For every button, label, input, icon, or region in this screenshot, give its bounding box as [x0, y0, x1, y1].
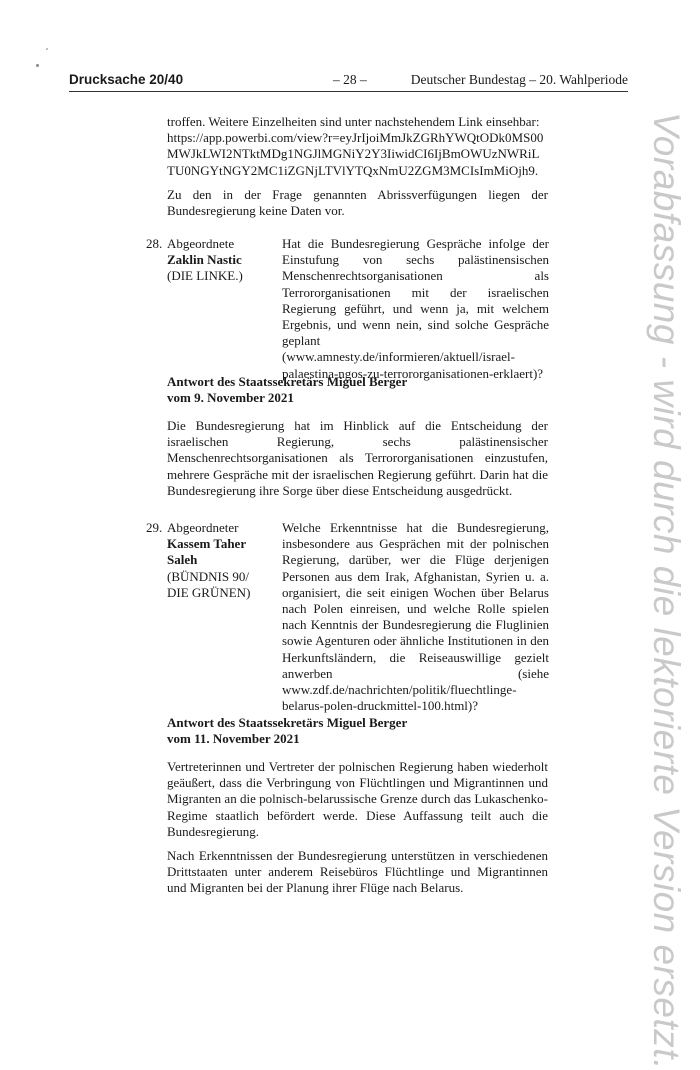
- author-name: Kassem Taher Saleh: [167, 536, 246, 568]
- author-name: Zaklin Nastic: [167, 252, 242, 268]
- answer-heading: [167, 374, 547, 406]
- answer-heading-title: Antwort des Staatssekretärs Miguel Berger: [167, 715, 408, 730]
- answer-heading-title: Antwort des Staatssekretärs Miguel Berger: [167, 374, 408, 389]
- author-party: (DIE LINKE.): [167, 268, 243, 284]
- answer-text: Vertreterinnen und Vertreter der polnischen Regierung haben wiederholt geäußert, dass die Verbringung von Flüchtlingen und Migrantinnen und Migranten an die polnisch-belarussische Grenze durch das Lukaschenko-Regime staatlich befördert werde. Diese Auffassung teilt auch die Bundesregierung.: [167, 759, 548, 839]
- link-line-1[interactable]: https://app.powerbi.com/view?r=eyJrIjoiMmJkZGRhYWQtODk0MS00: [167, 130, 544, 146]
- link-line-2[interactable]: MWJkLWI2NTktMDg1NGJlMGNiY2Y3IiwidCI6IjBmOWUzNWRiL: [167, 146, 540, 162]
- intro-paragraph: Zu den in der Frage genannten Abrissverfügungen liegen der Bundesregierung keine Daten vor.: [167, 186, 548, 219]
- author-role: Abgeordnete: [167, 236, 235, 251]
- answer-heading: [167, 715, 547, 747]
- page-header: [69, 70, 628, 92]
- answer-block: [167, 759, 548, 897]
- question-text: Welche Erkenntnisse hat die Bundesregierung, insbesondere aus Gesprächen mit der polnischen Regierung, darüber, wer die Flüge derjenigen Personen aus dem Irak, Afghanistan, Syrien u. a. organisiert, die seit einigen Wochen über Belarus nach Polen einreisen, und welche Rolle spielen nach Kenntnis der Bundesregierung die Fluglinien sowie Agenturen oder ähnliche Institutionen in den Herkunftsländern, die Reiseauswillige gezielt anwerben (siehe www.zdf.de/nachrichten/politik/fluechtlinge-belarus-polen-druckmittel-100.html)?: [282, 520, 549, 714]
- publisher: Deutscher Bundestag – 20. Wahlperiode: [410, 72, 628, 87]
- page-number: – 28 –: [333, 72, 367, 87]
- answer-heading-date: vom 9. November 2021: [167, 390, 294, 406]
- author-role: Abgeordneter: [167, 520, 239, 535]
- answer-text: Nach Erkenntnissen der Bundesregierung unterstützen in verschiedenen Drittstaaten unter anderem Reisebüros Flüchtlinge und Migrantinnen und Migranten bei der Planung ihrer Flüge nach Belarus.: [167, 848, 548, 896]
- draft-watermark: Vorabfassung - wird durch die lektorierte Version ersetzt.: [646, 112, 687, 1070]
- question-text: Hat die Bundesregierung Gespräche infolge der Einstufung von sechs palästinensischen Menschenrechtsorganisationen als Terrororganisationen mit der israelischen Regierung geführt, und wenn ja, mit welchem Ergebnis, und wenn nein, sind solche Gespräche geplant (www.amnesty.de/informieren/aktuell/israel-palaestina-ngos-zu-terrororganisationen-erklaert)?: [282, 236, 549, 381]
- scan-speck: [36, 64, 39, 67]
- author-party: (BÜNDNIS 90/ DIE GRÜNEN): [167, 568, 251, 600]
- question-number: 28.: [146, 236, 163, 251]
- intro-block: [167, 114, 548, 219]
- intro-line: troffen. Weitere Einzelheiten sind unter nachstehendem Link einsehbar:: [167, 114, 540, 129]
- link-line-3[interactable]: TU0NGYtNGY2MC1iZGNjLTVlYTQxNmU2ZGM3MCIsImMiOjh9.: [167, 162, 539, 178]
- question-number: 29.: [146, 520, 163, 535]
- answer-heading-date: vom 11. November 2021: [167, 731, 300, 747]
- answer-text: Die Bundesregierung hat im Hinblick auf die Entscheidung der israelischen Regierung, sechs palästinensischer Menschenrechtsorganisationen als Terrororganisationen einzustufen, mehrere Gespräche mit der israelischen Regierung geführt. Darin hat die Bundesregierung ihre Sorge über diese Entscheidung ausgedrückt.: [167, 418, 548, 498]
- question-author: [167, 236, 267, 285]
- question-author: [167, 520, 262, 601]
- document-number: Drucksache 20/40: [69, 72, 184, 87]
- header-rule: [69, 91, 628, 92]
- scan-speck: [46, 48, 48, 50]
